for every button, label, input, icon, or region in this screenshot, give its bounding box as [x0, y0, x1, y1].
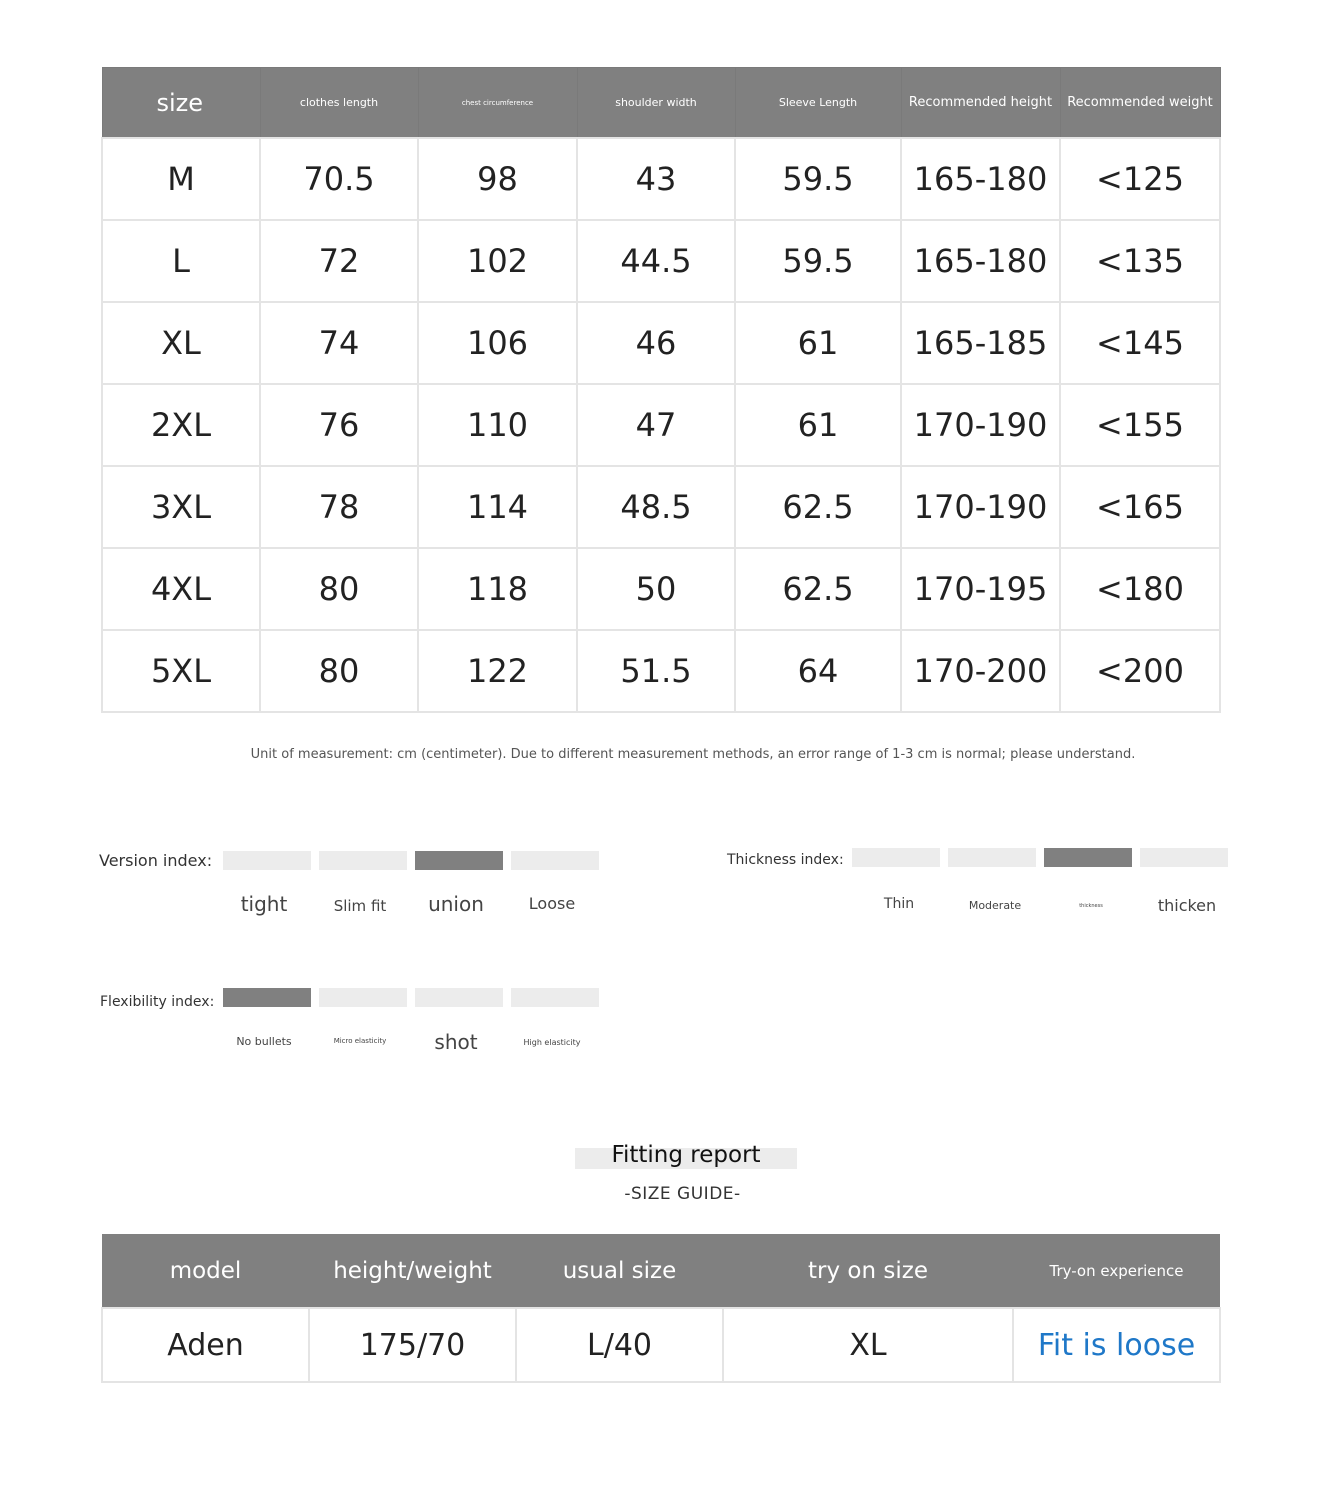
- header-sleeve-length: Sleeve Length: [735, 68, 901, 139]
- table-cell: 170-200: [901, 630, 1060, 712]
- flexibility-option-high-elasticity: High elasticity: [523, 1038, 581, 1047]
- flexibility-option-shot: shot: [434, 1030, 478, 1054]
- table-cell: 48.5: [577, 466, 735, 548]
- table-cell: 70.5: [260, 138, 418, 220]
- table-cell: <180: [1060, 548, 1220, 630]
- table-cell: XL: [102, 302, 260, 384]
- flexibility-option-no-bullets: No bullets: [236, 1035, 292, 1048]
- thickness-bar: [1140, 848, 1228, 867]
- fitting-header-row: [102, 1234, 1220, 1308]
- table-cell: 43: [577, 138, 735, 220]
- table-cell: 47: [577, 384, 735, 466]
- thickness-index-scale: [852, 848, 1228, 867]
- table-cell: 61: [735, 384, 901, 466]
- table-cell: 165-180: [901, 220, 1060, 302]
- table-row: [102, 1308, 1220, 1382]
- table-cell: 170-190: [901, 384, 1060, 466]
- table-cell: 50: [577, 548, 735, 630]
- thickness-index-label: Thickness index:: [727, 852, 844, 868]
- table-cell: 4XL: [102, 548, 260, 630]
- header-model: model: [102, 1234, 309, 1308]
- table-cell: Fit is loose: [1013, 1308, 1220, 1382]
- fitting-report-title-bar: [575, 1142, 797, 1169]
- table-cell: L: [102, 220, 260, 302]
- table-cell: Aden: [102, 1308, 309, 1382]
- version-index-label: Version index:: [99, 851, 213, 870]
- header-usual-size: usual size: [516, 1234, 723, 1308]
- header-recommended-weight: Recommended weight: [1060, 68, 1220, 139]
- table-cell: L/40: [516, 1308, 723, 1382]
- table-cell: 72: [260, 220, 418, 302]
- header-recommended-height: Recommended height: [901, 68, 1060, 139]
- table-cell: 165-180: [901, 138, 1060, 220]
- size-guide-subtitle: -SIZE GUIDE-: [624, 1184, 741, 1204]
- table-cell: 5XL: [102, 630, 260, 712]
- header-try-on-size: try on size: [723, 1234, 1013, 1308]
- table-cell: 122: [418, 630, 577, 712]
- header-chest-circumference: chest circumference: [418, 68, 577, 139]
- table-cell: 2XL: [102, 384, 260, 466]
- table-cell: 59.5: [735, 220, 901, 302]
- header-clothes-length: clothes length: [260, 68, 418, 139]
- table-cell: 106: [418, 302, 577, 384]
- flexibility-option-micro-elasticity: Micro elasticity: [333, 1037, 387, 1045]
- flexibility-index-scale: [223, 988, 599, 1007]
- flexibility-index-options: [220, 1030, 596, 1054]
- table-cell: 170-190: [901, 466, 1060, 548]
- thickness-option-thickness: thickness: [1079, 903, 1103, 909]
- table-cell: 62.5: [735, 548, 901, 630]
- table-cell: 165-185: [901, 302, 1060, 384]
- table-cell: <165: [1060, 466, 1220, 548]
- thickness-option-thin: Thin: [883, 896, 915, 912]
- table-cell: 78: [260, 466, 418, 548]
- thickness-index-options: [855, 896, 1231, 915]
- table-cell: 64: [735, 630, 901, 712]
- flexibility-bar: [319, 988, 407, 1007]
- version-option-tight: tight: [240, 892, 288, 916]
- table-cell: 62.5: [735, 466, 901, 548]
- table-row: [102, 302, 1220, 384]
- fitting-report-title: Fitting report: [611, 1142, 761, 1168]
- table-cell: 76: [260, 384, 418, 466]
- table-cell: <155: [1060, 384, 1220, 466]
- table-cell: 46: [577, 302, 735, 384]
- table-cell: 51.5: [577, 630, 735, 712]
- version-bar: [415, 851, 503, 870]
- header-try-on-experience: Try-on experience: [1013, 1234, 1220, 1308]
- header-height-weight: height/weight: [309, 1234, 516, 1308]
- table-row: [102, 384, 1220, 466]
- table-cell: 3XL: [102, 466, 260, 548]
- version-option-slim-fit: Slim fit: [333, 897, 387, 915]
- table-cell: 98: [418, 138, 577, 220]
- version-bar: [511, 851, 599, 870]
- version-option-loose: Loose: [528, 894, 576, 913]
- table-cell: <135: [1060, 220, 1220, 302]
- thickness-bar: [948, 848, 1036, 867]
- table-row: [102, 220, 1220, 302]
- table-cell: 102: [418, 220, 577, 302]
- header-shoulder-width: shoulder width: [577, 68, 735, 139]
- table-cell: 80: [260, 548, 418, 630]
- table-cell: XL: [723, 1308, 1013, 1382]
- version-index-scale: [223, 851, 599, 870]
- table-cell: <145: [1060, 302, 1220, 384]
- table-cell: <200: [1060, 630, 1220, 712]
- flexibility-bar: [223, 988, 311, 1007]
- table-row: [102, 630, 1220, 712]
- thickness-option-moderate: Moderate: [968, 899, 1022, 912]
- table-cell: 59.5: [735, 138, 901, 220]
- table-row: [102, 138, 1220, 220]
- table-cell: <125: [1060, 138, 1220, 220]
- thickness-option-thicken: thicken: [1157, 896, 1217, 915]
- table-cell: 110: [418, 384, 577, 466]
- flexibility-bar: [511, 988, 599, 1007]
- thickness-bar: [1044, 848, 1132, 867]
- table-cell: 175/70: [309, 1308, 516, 1382]
- size-chart-table: [101, 67, 1221, 713]
- version-bar: [223, 851, 311, 870]
- table-cell: 44.5: [577, 220, 735, 302]
- version-bar: [319, 851, 407, 870]
- thickness-bar: [852, 848, 940, 867]
- table-cell: 114: [418, 466, 577, 548]
- flexibility-index-label: Flexibility index:: [100, 994, 215, 1010]
- table-cell: 170-195: [901, 548, 1060, 630]
- table-cell: 80: [260, 630, 418, 712]
- table-cell: M: [102, 138, 260, 220]
- flexibility-bar: [415, 988, 503, 1007]
- header-size: size: [102, 68, 260, 139]
- table-cell: 61: [735, 302, 901, 384]
- size-chart-header-row: [102, 68, 1220, 139]
- version-index-options: [220, 892, 596, 916]
- table-row: [102, 548, 1220, 630]
- version-option-union: union: [428, 892, 484, 916]
- table-row: [102, 466, 1220, 548]
- fitting-report-table: [101, 1234, 1221, 1383]
- table-cell: 74: [260, 302, 418, 384]
- measurement-note: Unit of measurement: cm (centimeter). Due to different measurement methods, an error range of 1-3 cm is normal; please understand.: [250, 747, 1136, 762]
- table-cell: 118: [418, 548, 577, 630]
